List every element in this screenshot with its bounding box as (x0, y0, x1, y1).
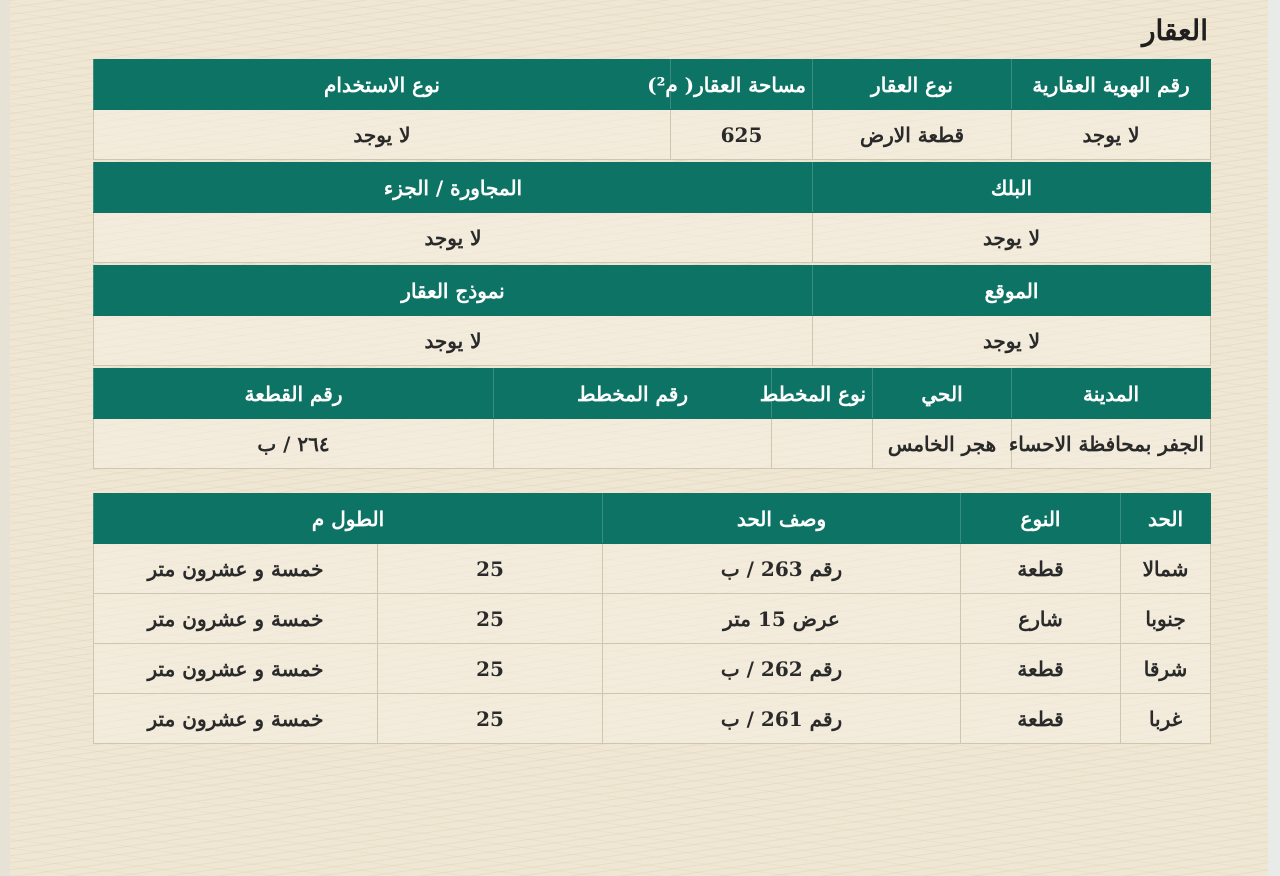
left-edge (0, 0, 10, 876)
boundary-length: 25 (378, 594, 603, 644)
boundary-description: عرض 15 متر (603, 594, 961, 644)
property-details-table (93, 59, 1211, 469)
boundary-side: شمالا (1121, 544, 1211, 594)
value-neighborhood-part: لا يوجد (94, 213, 813, 263)
value-plan-type (772, 419, 873, 469)
right-edge (1268, 0, 1280, 876)
value-plan-number (494, 419, 772, 469)
value-property-type: قطعة الارض (813, 110, 1012, 160)
header-city: المدينة (1012, 369, 1211, 419)
value-district: هجر الخامس (873, 419, 1012, 469)
table-row (94, 694, 1211, 744)
value-city: الجفر بمحافظة الاحساء (1012, 419, 1211, 469)
boundary-length-text: خمسة و عشرون متر (94, 644, 378, 694)
table-header-row (94, 163, 1211, 213)
header-property-model: نموذج العقار (94, 266, 813, 316)
boundary-side: شرقا (1121, 644, 1211, 694)
table-row (94, 110, 1211, 160)
header-boundary: الحد (1121, 494, 1211, 544)
boundary-type: قطعة (961, 644, 1121, 694)
boundary-description: رقم 262 / ب (603, 644, 961, 694)
boundary-description: رقم 263 / ب (603, 544, 961, 594)
value-property-id: لا يوجد (1012, 110, 1211, 160)
header-property-type: نوع العقار (813, 60, 1012, 110)
value-location: لا يوجد (813, 316, 1211, 366)
boundary-type: قطعة (961, 544, 1121, 594)
boundary-length-text: خمسة و عشرون متر (94, 594, 378, 644)
table-row (94, 544, 1211, 594)
boundary-length: 25 (378, 544, 603, 594)
boundary-type: شارع (961, 594, 1121, 644)
value-block: لا يوجد (813, 213, 1211, 263)
header-property-id: رقم الهوية العقارية (1012, 60, 1211, 110)
boundary-description: رقم 261 / ب (603, 694, 961, 744)
header-plan-type: نوع المخطط (772, 369, 873, 419)
boundary-side: غربا (1121, 694, 1211, 744)
table-row (94, 644, 1211, 694)
table-header-row (94, 369, 1211, 419)
value-property-model: لا يوجد (94, 316, 813, 366)
table-row (94, 594, 1211, 644)
header-plot-number: رقم القطعة (94, 369, 494, 419)
header-neighborhood-part: المجاورة / الجزء (94, 163, 813, 213)
header-plan-number: رقم المخطط (494, 369, 772, 419)
value-property-area: 625 (671, 110, 813, 160)
boundary-length-text: خمسة و عشرون متر (94, 544, 378, 594)
table-row (94, 213, 1211, 263)
table-row (94, 419, 1211, 469)
header-type: النوع (961, 494, 1121, 544)
boundary-side: جنوبا (1121, 594, 1211, 644)
header-usage-type: نوع الاستخدام (94, 60, 671, 110)
header-description: وصف الحد (603, 494, 961, 544)
boundary-length: 25 (378, 694, 603, 744)
header-property-area: مساحة العقار( م²) (671, 60, 813, 110)
header-block: البلك (813, 163, 1211, 213)
header-location: الموقع (813, 266, 1211, 316)
boundary-length: 25 (378, 644, 603, 694)
header-district: الحي (873, 369, 1012, 419)
table-row (94, 316, 1211, 366)
value-usage-type: لا يوجد (94, 110, 671, 160)
section-title: العقار (1141, 14, 1208, 47)
value-plot-number: ٢٦٤ / ب (94, 419, 494, 469)
header-length: الطول م (94, 494, 603, 544)
boundaries-table (93, 493, 1211, 744)
table-header-row (94, 266, 1211, 316)
boundary-length-text: خمسة و عشرون متر (94, 694, 378, 744)
table-header-row (94, 60, 1211, 110)
table-header-row (94, 494, 1211, 544)
boundary-type: قطعة (961, 694, 1121, 744)
